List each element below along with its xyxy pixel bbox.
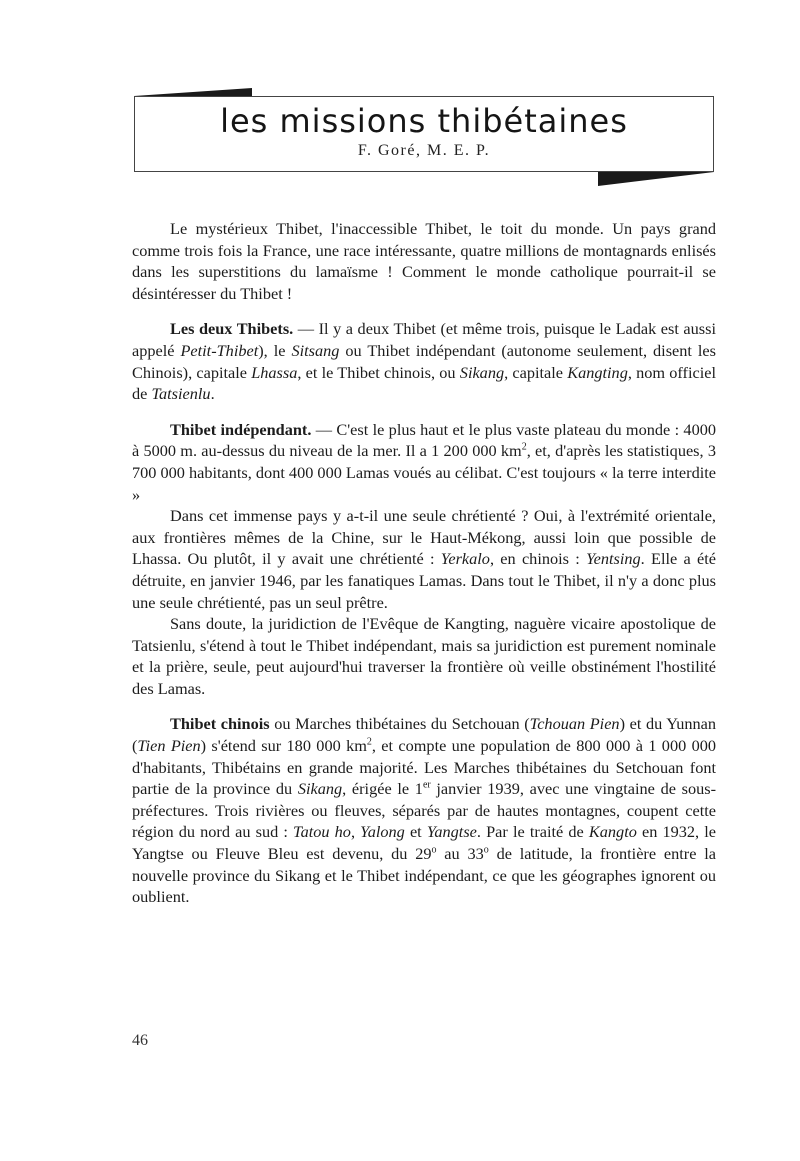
text-run: ) et du Yunnan ( bbox=[132, 714, 716, 756]
text-run: , et le Thibet chinois, ou bbox=[297, 362, 460, 382]
italic-run: Yentsing bbox=[586, 549, 641, 569]
superscript-run: o bbox=[431, 844, 437, 856]
italic-run: Sitsang bbox=[291, 340, 340, 360]
text-run: , nom officiel de bbox=[132, 362, 716, 404]
paragraph bbox=[132, 419, 716, 505]
text-run: . bbox=[210, 384, 215, 404]
italic-run: Sikang bbox=[297, 779, 343, 799]
italic-run: Yalong bbox=[360, 822, 405, 842]
text-run: , en chinois : bbox=[489, 549, 587, 569]
title-rule-ornament-top bbox=[134, 88, 252, 96]
superscript-run: 2 bbox=[521, 441, 527, 453]
superscript-run: er bbox=[422, 779, 431, 791]
text-run: au 33 bbox=[436, 844, 484, 864]
bold-run: Thibet chinois bbox=[170, 714, 270, 734]
italic-run: Tatou ho bbox=[293, 822, 351, 842]
text-run: en 1932, le Yangtse ou Fleuve Bleu est devenu, du 29 bbox=[132, 822, 717, 864]
text-run: , et compte une population de 800 000 à 1 000 000 d'habitants, Thibétains en grande majorité. Les Marches thibétaines du Setchouan font partie de la province du bbox=[132, 736, 716, 799]
text-run: ) s'étend sur 180 000 km bbox=[200, 736, 367, 756]
italic-run: Lhassa bbox=[251, 362, 298, 382]
text-run: — Il y a deux Thibet (et même trois, puisque le Ladak est aussi appelé bbox=[132, 319, 716, 360]
text-run: , bbox=[350, 822, 361, 842]
text-run: . Elle a été détruite, en janvier 1946, par les fanatiques Lamas. Dans tout le Thibet, il n'y a donc plus une seule chrétienté, pas un seul prêtre. bbox=[132, 549, 716, 612]
text-run: Sans doute, la juridiction de l'Evêque de Kangting, naguère vicaire apostolique de Tatsienlu, s'étend à tout le Thibet indépendant, mais sa juridiction est purement nominale et la prière, seule, peut aujourd'hui traverser la frontière où veille obstinément l'hostilité des Lamas. bbox=[132, 614, 716, 698]
paragraph bbox=[132, 713, 716, 907]
italic-run: Tchouan Pien bbox=[529, 714, 620, 734]
text-run: ou Thibet indépendant (autonome seulement, disent les Chinois), capitale bbox=[132, 340, 716, 382]
paragraph bbox=[132, 505, 716, 613]
text-run: de latitude, la frontière entre la nouvelle province du Sikang et le Thibet indépendant, ce que les géographes ignorent ou oublient. bbox=[132, 844, 716, 907]
italic-run: Yerkalo bbox=[440, 549, 490, 569]
italic-run: Kangting bbox=[567, 362, 628, 382]
italic-run: Tatsienlu bbox=[151, 384, 211, 404]
text-run: , capitale bbox=[504, 362, 568, 382]
paragraph bbox=[132, 218, 716, 304]
bold-run: Thibet indépendant. bbox=[170, 419, 312, 439]
article-author: F. Goré, M. E. P. bbox=[357, 142, 491, 159]
text-run: Dans cet immense pays y a-t-il une seule chrétienté ? Oui, à l'extrémité orientale, aux frontières mêmes de la Chine, sur le Haut-Mékong, aussi loin que possible de Lhassa. Ou plutôt, il y avait une chrétienté : bbox=[132, 506, 716, 569]
text-run: Le mystérieux Thibet, l'inaccessible Thibet, le toit du monde. Un pays grand comme trois fois la France, une race intéressante, quatre millions de montagnards enlisés dans les superstitions du lamaïsme ! Comment le monde catholique pourrait-il se désintéresser du Thibet ! bbox=[132, 219, 716, 303]
superscript-run: o bbox=[483, 844, 489, 856]
italic-run: Petit-Thibet bbox=[180, 340, 259, 360]
text-run: , érigée le 1 bbox=[342, 779, 423, 799]
bold-run: Les deux Thibets. bbox=[170, 319, 294, 339]
text-run: , et, d'après les statistiques, 3 700 000 habitants, dont 400 000 Lamas voués au célibat. C'est toujours « la terre interdite » bbox=[132, 441, 716, 504]
text-run: janvier 1939, avec une vingtaine de sous-préfectures. Trois rivières ou fleuves, séparés par de hautes montagnes, coupent cette région du nord au sud : bbox=[132, 779, 716, 842]
text-run: ), le bbox=[258, 340, 292, 360]
italic-run: Tien Pien bbox=[137, 736, 201, 756]
text-run: . Par le traité de bbox=[476, 822, 589, 842]
paragraph bbox=[132, 613, 716, 699]
italic-run: Kangto bbox=[588, 822, 637, 842]
paragraph bbox=[132, 318, 716, 404]
superscript-run: 2 bbox=[366, 736, 372, 748]
text-run: — C'est le plus haut et le plus vaste plateau du monde : 4000 à 5000 m. au-dessus du niveau de la mer. Il a 1 200 000 km bbox=[132, 419, 716, 461]
title-rule-ornament-bottom bbox=[598, 172, 714, 186]
page-number: 46 bbox=[132, 1032, 148, 1049]
text-run: ou Marches thibétaines du Setchouan ( bbox=[269, 714, 530, 734]
text-run: et bbox=[404, 822, 427, 842]
article-title: les missions thibétaines bbox=[220, 102, 628, 140]
italic-run: Sikang bbox=[459, 362, 505, 382]
italic-run: Yangtse bbox=[426, 822, 477, 842]
article-body bbox=[132, 218, 716, 908]
